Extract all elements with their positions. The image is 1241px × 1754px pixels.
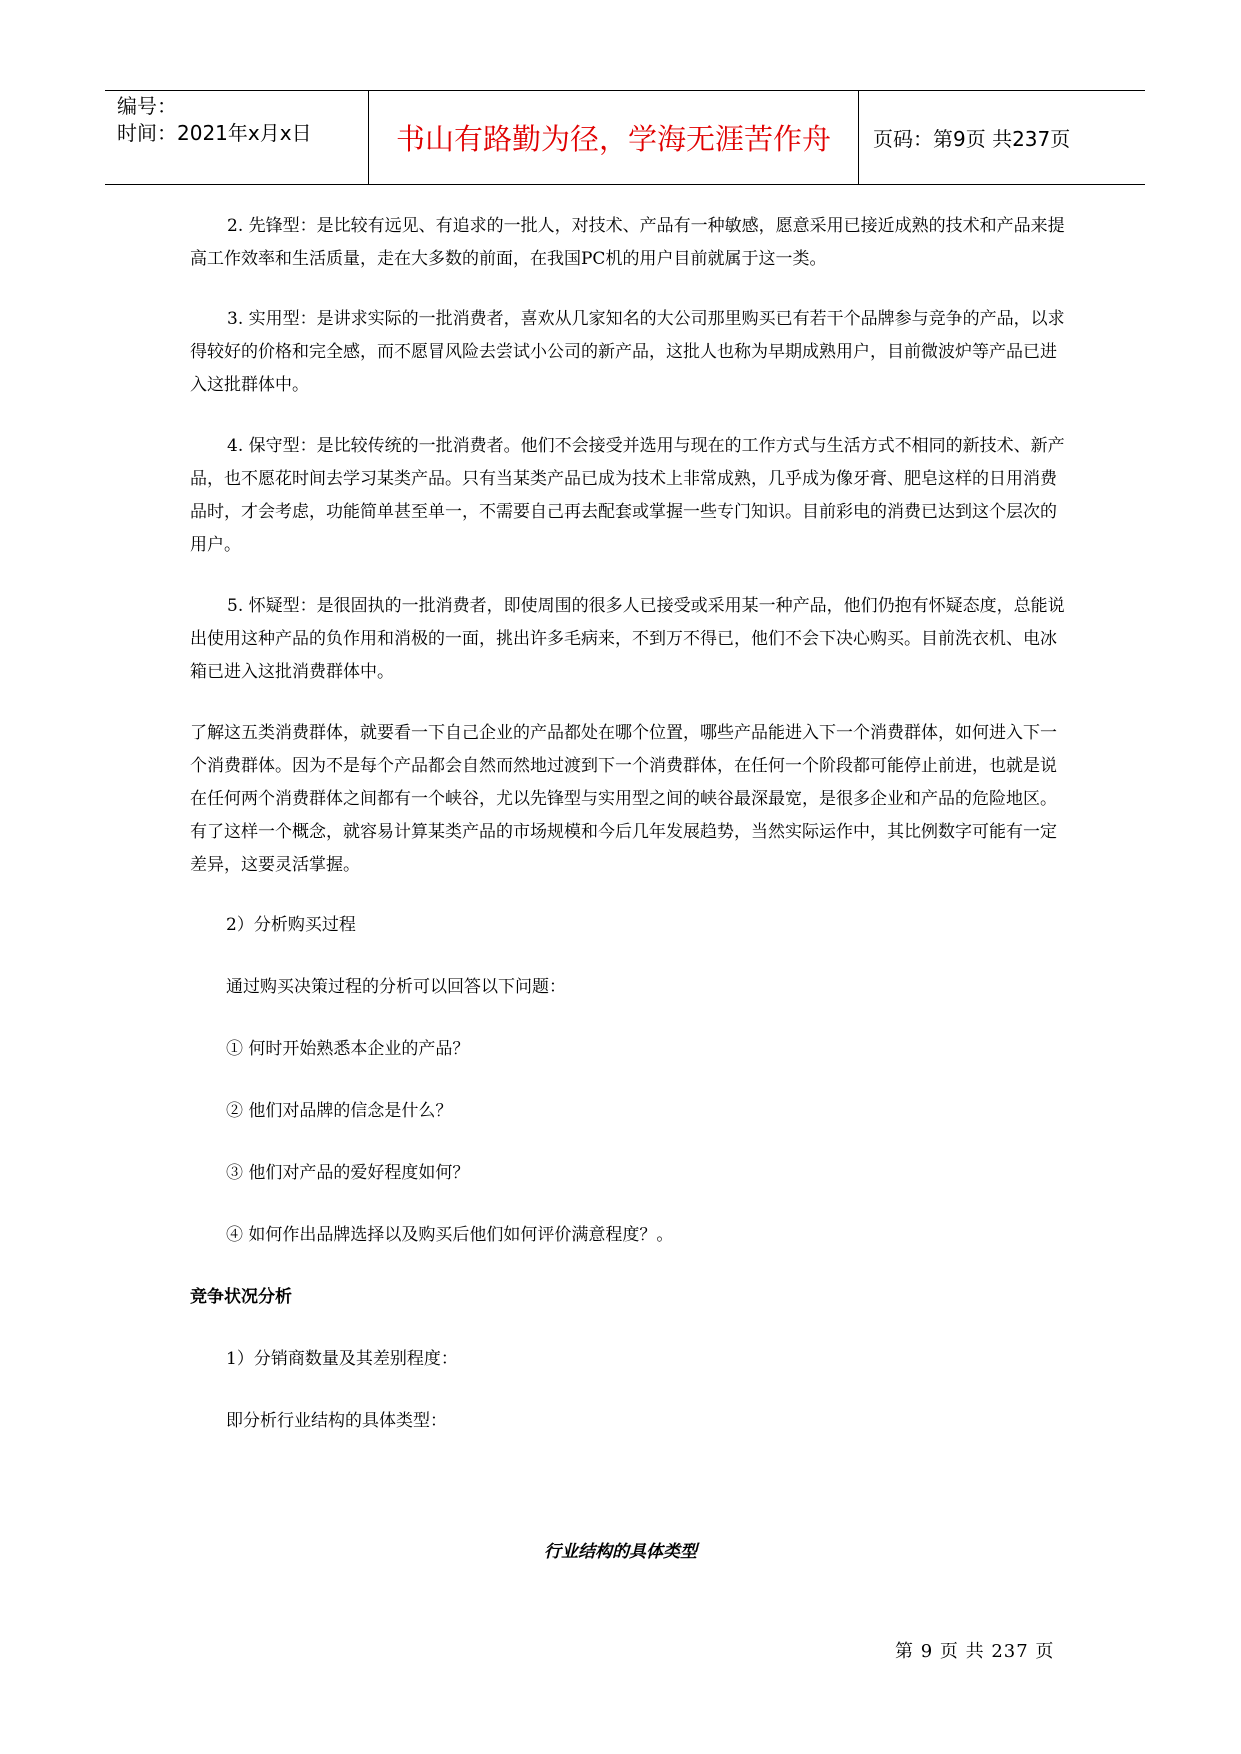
table-caption: 行业结构的具体类型	[544, 1542, 697, 1562]
subheading-distributors: 1）分销商数量及其差别程度：	[226, 1349, 458, 1369]
paragraph-pioneer: 2. 先锋型：是比较有远见、有追求的一批人，对技术、产品有一种敏感，愿意采用已接近成熟的技术和产品来提高工作效率和生活质量，走在大多数的前面，在我国PC机的用户目前就属于这一类。	[190, 216, 1065, 269]
paragraph-conservative: 4. 保守型：是比较传统的一批消费者。他们不会接受并选用与现在的工作方式与生活方式不相同的新技术、新产品，也不愿花时间去学习某类产品。只有当某类产品已成为技术上非常成熟，几乎成为像牙膏、肥皂这样的日用消费品时，才会考虑，功能简单甚至单一，不需要自己再去配套或掌握一些专门知识。目前彩电的消费已达到这个层次的用户。	[190, 436, 1065, 555]
number-label: 编号：	[117, 94, 177, 118]
page-footer: 第 9 页 共 237 页	[895, 1641, 1055, 1662]
question-3: ③ 他们对产品的爱好程度如何？	[226, 1163, 470, 1183]
paragraph-practical: 3. 实用型：是讲求实际的一批消费者，喜欢从几家知名的大公司那里购买已有若干个品牌参与竞争的产品，以求得较好的价格和完全感，而不愿冒风险去尝试小公司的新产品，这批人也称为早期成熟用户，目前微波炉等产品已进入这批群体中。	[190, 309, 1065, 395]
section-heading: 竞争状况分析	[190, 1287, 292, 1307]
header-page-code: 页码：第9页 共237页	[873, 127, 1071, 151]
analysis-text: 即分析行业结构的具体类型：	[226, 1411, 447, 1431]
time-label: 时间：2021年x月x日	[117, 121, 312, 145]
question-4: ④ 如何作出品牌选择以及购买后他们如何评价满意程度？。	[226, 1225, 674, 1245]
question-1: ① 何时开始熟悉本企业的产品？	[226, 1039, 470, 1059]
header-motto: 书山有路勤为径，学海无涯苦作舟	[369, 91, 859, 184]
header-left	[105, 91, 369, 184]
paragraph-skeptic: 5. 怀疑型：是很固执的一批消费者，即使周围的很多人已接受或采用某一种产品，他们仍抱有怀疑态度，总能说出使用这种产品的负作用和消极的一面，挑出许多毛病来，不到万不得已，他们不会下决心购买。目前洗衣机、电冰箱已进入这批消费群体中。	[190, 596, 1065, 682]
question-2: ② 他们对品牌的信念是什么？	[226, 1101, 453, 1121]
intro-text: 通过购买决策过程的分析可以回答以下问题：	[226, 977, 566, 997]
paragraph-summary: 了解这五类消费群体，就要看一下自己企业的产品都处在哪个位置，哪些产品能进入下一个消费群体，如何进入下一个消费群体。因为不是每个产品都会自然而然地过渡到下一个消费群体，在任何一个阶段都可能停止前进，也就是说在任何两个消费群体之间都有一个峡谷，尤以先锋型与实用型之间的峡谷最深最宽，是很多企业和产品的危险地区。有了这样一个概念，就容易计算某类产品的市场规模和今后几年发展趋势，当然实际运作中，其比例数字可能有一定差异，这要灵活掌握。	[190, 723, 1057, 875]
page-header	[105, 90, 1145, 185]
subheading-purchase-process: 2）分析购买过程	[226, 915, 356, 935]
